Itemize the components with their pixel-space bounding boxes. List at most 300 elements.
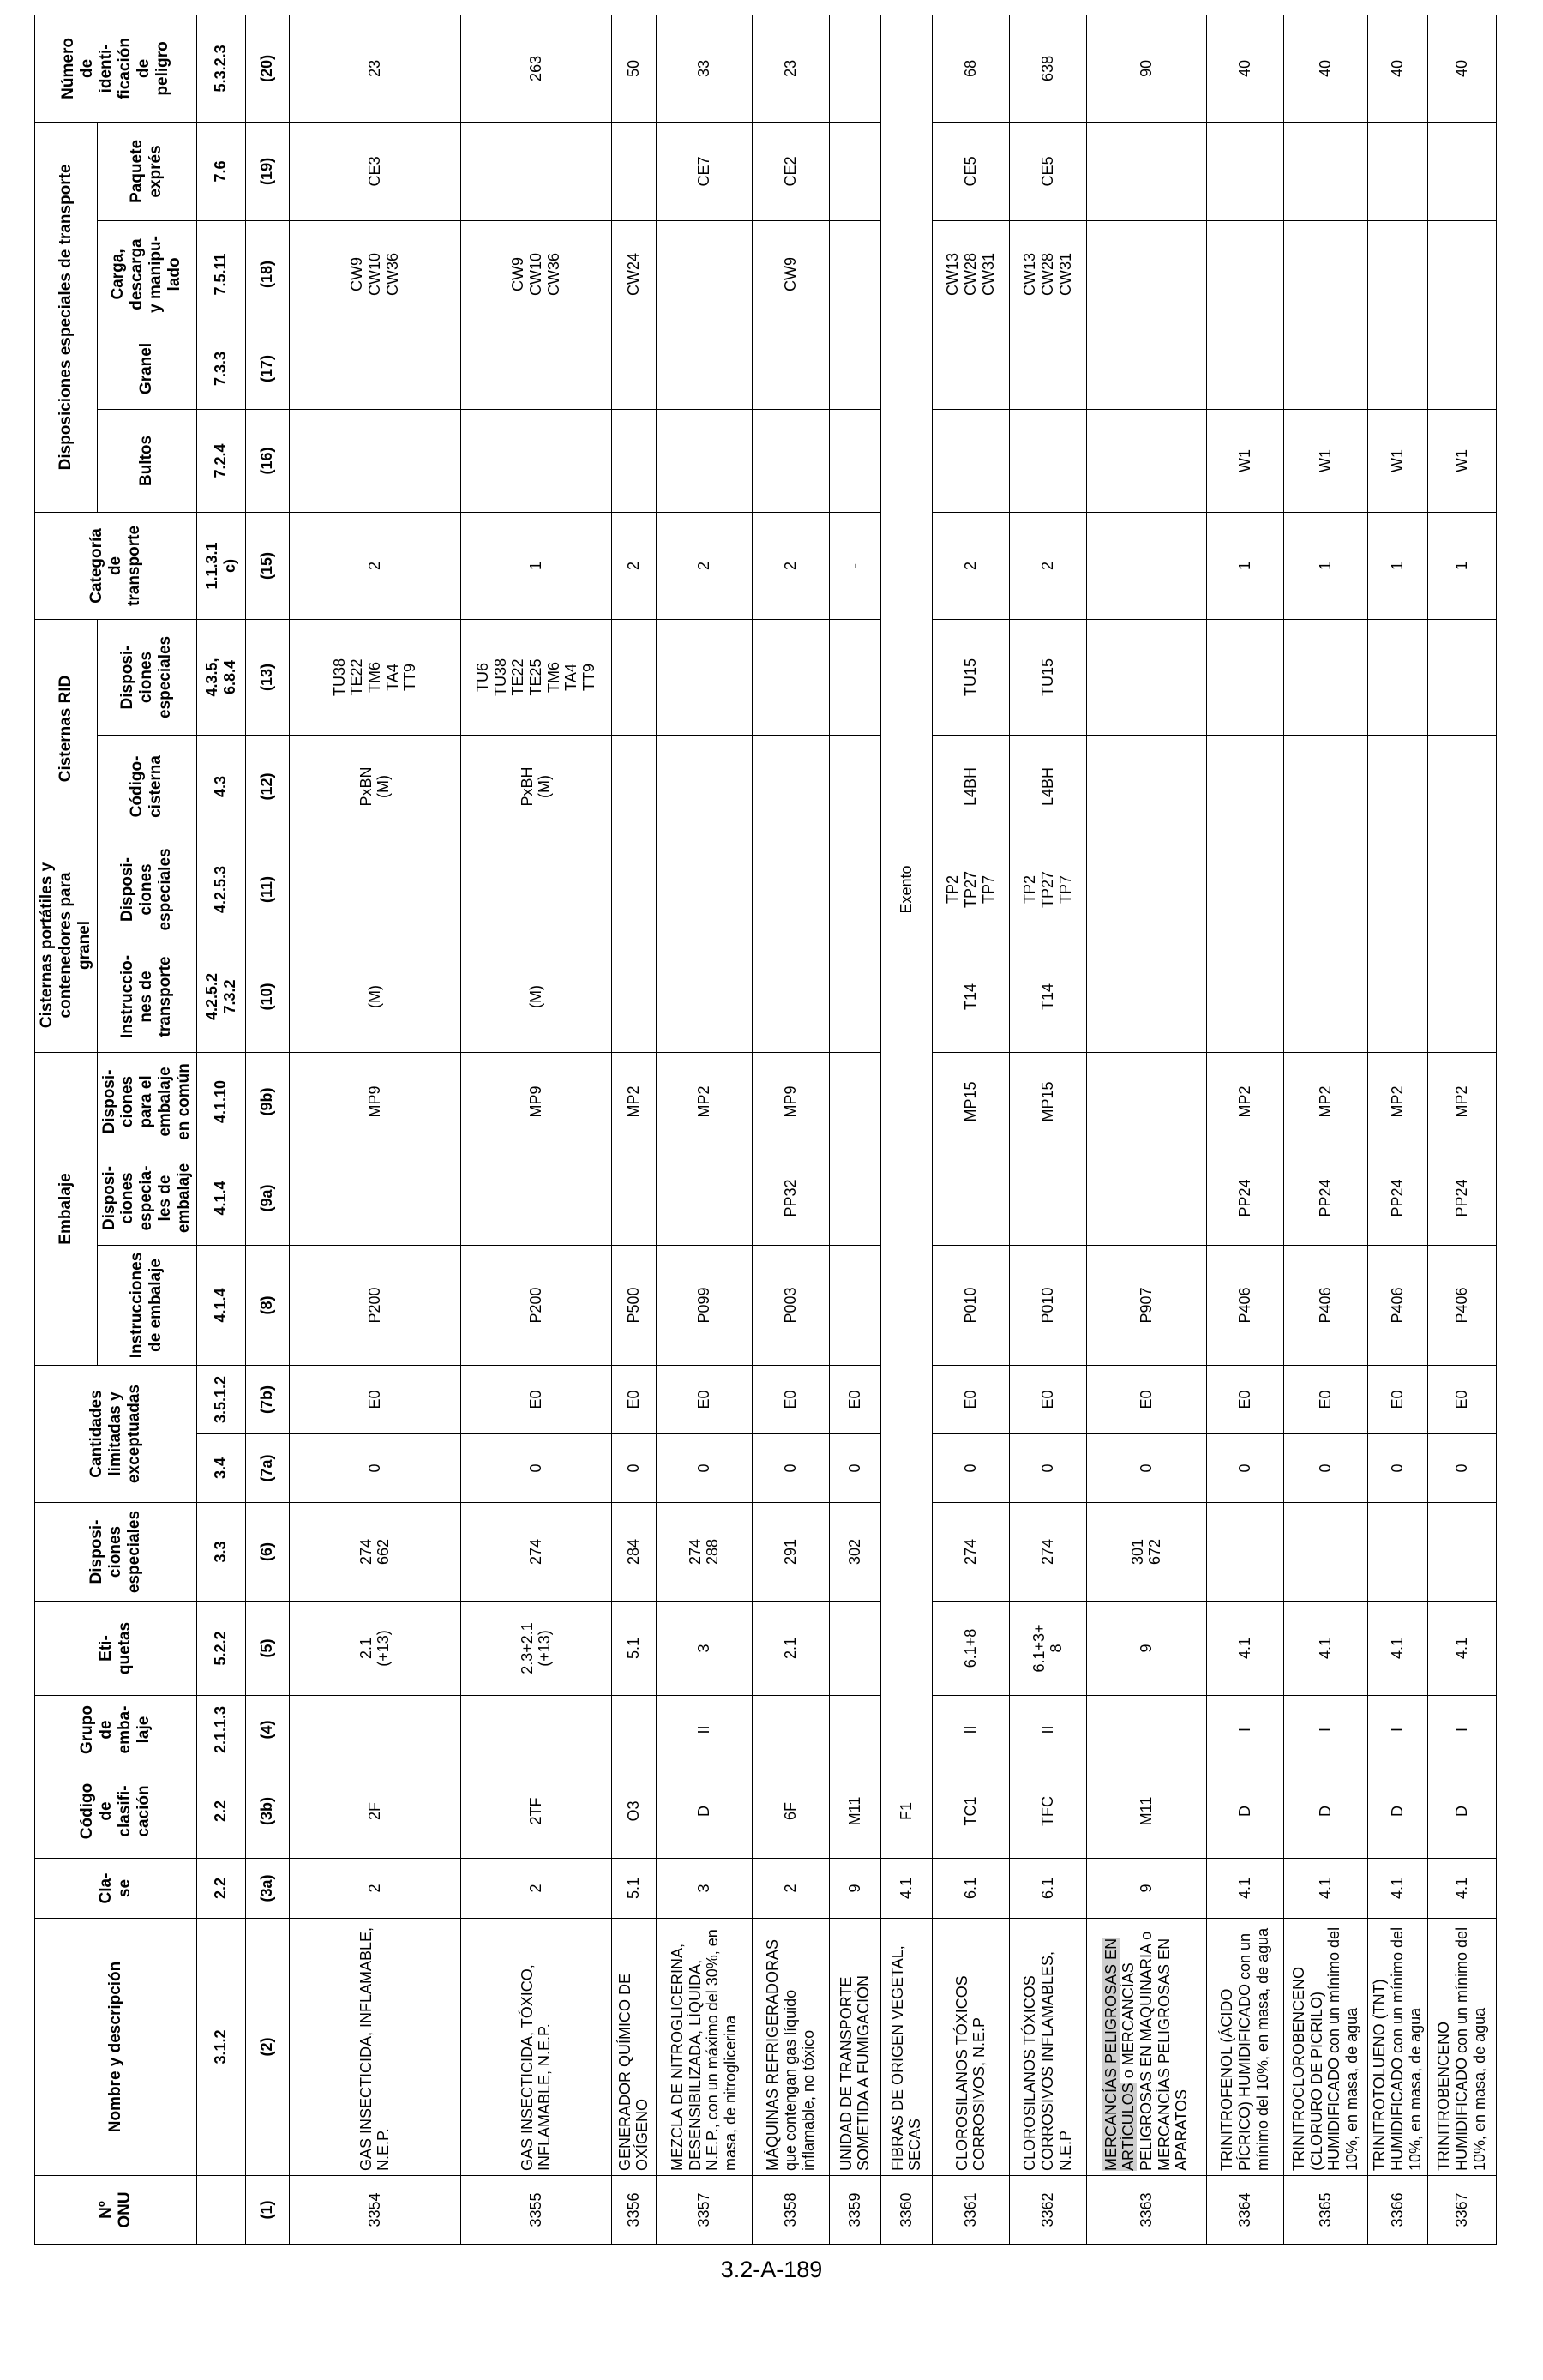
name-text: TRINITROBENCENO HUMIDIFICADO con un mínimo del 10%, en masa, de agua (1435, 1926, 1488, 2171)
value-cell: II (932, 1696, 1009, 1764)
value-cell: 1 (460, 512, 611, 619)
value-cell (1009, 409, 1086, 512)
value-cell: TU38 TE22 TM6 TA4 TT9 (289, 619, 460, 735)
value-cell: E0 (752, 1366, 829, 1434)
value-cell: CE2 (752, 122, 829, 220)
value-cell: 2 (752, 512, 829, 619)
value-cell (611, 1151, 656, 1246)
value-cell: D (1367, 1764, 1427, 1859)
value-cell: 40 (1206, 15, 1283, 122)
value-cell (829, 1696, 880, 1764)
header-hazard-number: Número de identi- ficación de peligro (35, 15, 197, 122)
value-cell (932, 1151, 1009, 1246)
table-row (1009, 15, 1086, 2244)
value-cell: O3 (611, 1764, 656, 1859)
value-cell: 302 (829, 1503, 880, 1602)
value-cell: 4.1 (1367, 1602, 1427, 1696)
value-cell: CW13 CW28 CW31 (932, 220, 1009, 328)
value-cell: 4.1 (1206, 1859, 1283, 1919)
header-classification-code: Código de clasifi- cación (35, 1764, 197, 1859)
value-cell: L4BH (932, 735, 1009, 838)
value-cell (1086, 122, 1206, 220)
value-cell: 1 (1367, 512, 1427, 619)
name-text: GAS INSECTICIDA, INFLAMABLE, N.E.P. (357, 1926, 393, 2171)
value-cell: CW13 CW28 CW31 (1009, 220, 1086, 328)
value-cell: I (1206, 1696, 1283, 1764)
value-cell: E0 (460, 1366, 611, 1434)
value-cell (611, 1696, 656, 1764)
value-cell (656, 1151, 752, 1246)
un-number-cell: 3366 (1367, 2176, 1427, 2245)
value-cell: P099 (656, 1246, 752, 1366)
un-number-cell: 3360 (880, 2176, 932, 2245)
value-cell: MP9 (752, 1052, 829, 1151)
name-cell (1009, 1919, 1086, 2176)
value-cell (829, 1246, 880, 1366)
ref-cell: 3.1.2 (196, 1919, 245, 2176)
name-cell (656, 1919, 752, 2176)
value-cell: I (1283, 1696, 1367, 1764)
dangerous-goods-table (34, 15, 1497, 2245)
name-text: FIBRAS DE ORIGEN VEGETAL, SECAS (888, 1945, 924, 2171)
value-cell (460, 1151, 611, 1246)
value-cell: MP15 (932, 1052, 1009, 1151)
value-cell (752, 838, 829, 941)
name-cell (932, 1919, 1009, 2176)
value-cell: CE5 (932, 122, 1009, 220)
value-cell (289, 409, 460, 512)
value-cell: E0 (1206, 1366, 1283, 1434)
value-cell (829, 122, 880, 220)
value-cell: 6.1+8 (932, 1602, 1009, 1696)
value-cell: W1 (1283, 409, 1367, 512)
value-cell (1283, 838, 1367, 941)
value-cell (829, 619, 880, 735)
value-cell: 2 (656, 512, 752, 619)
header-rid-tanks: Cisternas RID (35, 619, 98, 838)
value-cell: P003 (752, 1246, 829, 1366)
column-number-cell: (17) (245, 328, 289, 409)
value-cell (289, 328, 460, 409)
value-cell: 4.1 (1283, 1602, 1367, 1696)
value-cell (1086, 409, 1206, 512)
table-row (752, 15, 829, 2244)
header-limited-quantities: Cantidades limitadas y exceptuadas (35, 1366, 197, 1503)
value-cell: E0 (932, 1366, 1009, 1434)
name-text: GENERADOR QUÍMICO DE OXÍGENO (615, 1973, 651, 2171)
value-cell: W1 (1427, 409, 1496, 512)
value-cell: PP24 (1367, 1151, 1427, 1246)
value-cell: D (1283, 1764, 1367, 1859)
ref-cell: 7.5.11 (196, 220, 245, 328)
value-cell: F1 (880, 1764, 932, 1859)
column-number-cell: (19) (245, 122, 289, 220)
ref-cell: 3.4 (196, 1434, 245, 1503)
value-cell (611, 941, 656, 1052)
value-cell: 40 (1283, 15, 1367, 122)
name-cell (460, 1919, 611, 2176)
value-cell: TP2 TP27 TP7 (932, 838, 1009, 941)
value-cell (1283, 220, 1367, 328)
header-transport-category: Categoría de transporte (35, 512, 197, 619)
value-cell: CW9 CW10 CW36 (460, 220, 611, 328)
value-cell (1206, 619, 1283, 735)
ref-cell: 3.5.1.2 (196, 1366, 245, 1434)
value-cell: 2 (289, 512, 460, 619)
value-cell: P406 (1427, 1246, 1496, 1366)
value-cell (460, 1696, 611, 1764)
table-row (611, 15, 656, 2244)
value-cell (932, 409, 1009, 512)
header-loading-handling: Carga, descarga y manipu- lado (97, 220, 196, 328)
value-cell: D (1427, 1764, 1496, 1859)
value-cell (611, 409, 656, 512)
header-name-description: Nombre y descripción (35, 1919, 197, 2176)
table-row (829, 15, 880, 2244)
name-text: TRINITROCLOROBENCENO (CLORURO DE PICRILO) HUMIDIFICADO con un mínimo del 10%, en masa, de agua (1289, 1926, 1360, 2171)
un-number-cell: 3354 (289, 2176, 460, 2245)
value-cell (1367, 220, 1427, 328)
column-number-cell: (2) (245, 1919, 289, 2176)
name-cell (1427, 1919, 1496, 2176)
value-cell (656, 941, 752, 1052)
rotated-table-container (34, 15, 1488, 2245)
value-cell (1427, 838, 1496, 941)
value-cell: P200 (289, 1246, 460, 1366)
value-cell (752, 619, 829, 735)
value-cell (829, 220, 880, 328)
value-cell: 0 (611, 1434, 656, 1503)
value-cell: M11 (1086, 1764, 1206, 1859)
value-cell (1283, 619, 1367, 735)
name-text: CLOROSILANOS TÓXICOS CORROSIVOS, N.E.P (952, 1975, 988, 2171)
column-number-cell: (9a) (245, 1151, 289, 1246)
value-cell: E0 (1009, 1366, 1086, 1434)
table-row (656, 15, 752, 2244)
table-row (1086, 15, 1206, 2244)
value-cell: PP24 (1206, 1151, 1283, 1246)
name-text: MÁQUINAS REFRIGERADORAS que contengan gas líquido inflamable, no tóxico (764, 1938, 817, 2171)
value-cell: I (1427, 1696, 1496, 1764)
value-cell: 0 (752, 1434, 829, 1503)
column-number-cell: (3b) (245, 1764, 289, 1859)
table-row (1283, 15, 1367, 2244)
value-cell: CW9 CW10 CW36 (289, 220, 460, 328)
value-cell: PP24 (1427, 1151, 1496, 1246)
header-row-1 (35, 15, 98, 2244)
value-cell (829, 1151, 880, 1246)
value-cell: 6.1 (1009, 1859, 1086, 1919)
ref-cell: 4.2.5.3 (196, 838, 245, 941)
value-cell: 2F (289, 1764, 460, 1859)
ref-cell: 2.2 (196, 1764, 245, 1859)
value-cell: 291 (752, 1503, 829, 1602)
value-cell (1427, 619, 1496, 735)
value-cell: 0 (289, 1434, 460, 1503)
value-cell: E0 (656, 1366, 752, 1434)
ref-cell: 2.2 (196, 1859, 245, 1919)
value-cell (1206, 328, 1283, 409)
value-cell (1367, 941, 1427, 1052)
value-cell: MP2 (1283, 1052, 1367, 1151)
value-cell: 33 (656, 15, 752, 122)
value-cell (611, 838, 656, 941)
column-number-cell: (1) (245, 2176, 289, 2245)
ref-cell: 4.1.4 (196, 1151, 245, 1246)
value-cell: 6.1 (932, 1859, 1009, 1919)
value-cell: M11 (829, 1764, 880, 1859)
name-text: GAS INSECTICIDA, TÓXICO, INFLAMABLE, N.E.P. (518, 1964, 554, 2171)
value-cell: 0 (1427, 1434, 1496, 1503)
value-cell: P406 (1283, 1246, 1367, 1366)
value-cell: 2 (932, 512, 1009, 619)
value-cell (1427, 1503, 1496, 1602)
un-number-cell: 3361 (932, 2176, 1009, 2245)
header-rid-special-provisions: Disposi- ciones especiales (97, 619, 196, 735)
value-cell (829, 1602, 880, 1696)
value-cell (1086, 838, 1206, 941)
header-packing-group: Grupo de emba- laje (35, 1696, 197, 1764)
header-mixed-packing: Disposi- ciones para el embalaje en común (97, 1052, 196, 1151)
value-cell: CW9 (752, 220, 829, 328)
value-cell: 50 (611, 15, 656, 122)
value-cell: 4.1 (1367, 1859, 1427, 1919)
value-cell: 5.1 (611, 1859, 656, 1919)
value-cell (1206, 838, 1283, 941)
value-cell: MP15 (1009, 1052, 1086, 1151)
value-cell: 0 (829, 1434, 880, 1503)
value-cell (1283, 122, 1367, 220)
header-express-parcel: Paquete exprés (97, 122, 196, 220)
value-cell: CE5 (1009, 122, 1086, 220)
value-cell: 1 (1427, 512, 1496, 619)
name-text: TRINITROTOLUENO (TNT) HUMIDIFICADO con un mínimo del 10%, en masa, de agua (1371, 1926, 1424, 2171)
ref-cell: 5.2.2 (196, 1602, 245, 1696)
value-cell: E0 (611, 1366, 656, 1434)
value-cell: 2.1 (752, 1602, 829, 1696)
header-tank-special-provisions: Disposi- ciones especiales (97, 838, 196, 941)
value-cell: E0 (1367, 1366, 1427, 1434)
table-row (932, 15, 1009, 2244)
value-cell: 0 (460, 1434, 611, 1503)
value-cell: 284 (611, 1503, 656, 1602)
value-cell: P406 (1367, 1246, 1427, 1366)
exempt-cell: Exento (880, 15, 932, 1764)
value-cell (1367, 1503, 1427, 1602)
name-cell (289, 1919, 460, 2176)
table-row (460, 15, 611, 2244)
name-cell (880, 1919, 932, 2176)
value-cell: 4.1 (1427, 1602, 1496, 1696)
header-tank-code: Código- cisterna (97, 735, 196, 838)
value-cell (1086, 941, 1206, 1052)
value-cell (752, 328, 829, 409)
value-cell (656, 838, 752, 941)
value-cell (752, 1696, 829, 1764)
column-number-cell: (8) (245, 1246, 289, 1366)
name-cell (1283, 1919, 1367, 2176)
value-cell (1427, 735, 1496, 838)
value-cell: 5.1 (611, 1602, 656, 1696)
value-cell (611, 619, 656, 735)
value-cell (1086, 1052, 1206, 1151)
value-cell: MP2 (1206, 1052, 1283, 1151)
table-row (1427, 15, 1496, 2244)
value-cell (1367, 328, 1427, 409)
value-cell (1367, 619, 1427, 735)
value-cell (1206, 122, 1283, 220)
value-cell: 4.1 (1206, 1602, 1283, 1696)
value-cell (611, 122, 656, 220)
value-cell: 274 662 (289, 1503, 460, 1602)
value-cell: 638 (1009, 15, 1086, 122)
header-packages: Bultos (97, 409, 196, 512)
name-text: UNIDAD DE TRANSPORTE SOMETIDA A FUMIGACIÓN (837, 1974, 873, 2171)
value-cell (1427, 941, 1496, 1052)
value-cell: II (656, 1696, 752, 1764)
value-cell: MP2 (1367, 1052, 1427, 1151)
value-cell: P200 (460, 1246, 611, 1366)
header-special-provisions: Disposi- ciones especiales (35, 1503, 197, 1602)
value-cell: 0 (1086, 1434, 1206, 1503)
name-text: o MERCANCÍAS PELIGROSAS EN MAQUINARIA o MERCANCÍAS PELIGROSAS EN APARATOS (1120, 1931, 1191, 2171)
value-cell: 4.1 (880, 1859, 932, 1919)
name-cell (752, 1919, 829, 2176)
value-cell: W1 (1367, 409, 1427, 512)
value-cell: 3 (656, 1602, 752, 1696)
value-cell (1086, 1696, 1206, 1764)
value-cell: TU15 (932, 619, 1009, 735)
value-cell (1086, 1151, 1206, 1246)
name-cell (1206, 1919, 1283, 2176)
value-cell: CE3 (289, 122, 460, 220)
value-cell: E0 (289, 1366, 460, 1434)
value-cell: L4BH (1009, 735, 1086, 838)
value-cell: 9 (1086, 1602, 1206, 1696)
value-cell: TFC (1009, 1764, 1086, 1859)
value-cell (752, 735, 829, 838)
value-cell: MP2 (611, 1052, 656, 1151)
value-cell (1283, 941, 1367, 1052)
value-cell: 274 (460, 1503, 611, 1602)
value-cell: T14 (932, 941, 1009, 1052)
value-cell: E0 (1086, 1366, 1206, 1434)
value-cell: 4.1 (1427, 1859, 1496, 1919)
ref-cell: 4.1.4 (196, 1246, 245, 1366)
value-cell: W1 (1206, 409, 1283, 512)
value-cell (289, 838, 460, 941)
header-class: Cla- se (35, 1859, 197, 1919)
value-cell: 1 (1206, 512, 1283, 619)
value-cell: P500 (611, 1246, 656, 1366)
value-cell (1086, 735, 1206, 838)
value-cell (1206, 735, 1283, 838)
value-cell: 3 (656, 1859, 752, 1919)
value-cell: CE7 (656, 122, 752, 220)
ref-cell: 7.3.3 (196, 328, 245, 409)
value-cell: P907 (1086, 1246, 1206, 1366)
value-cell (829, 735, 880, 838)
value-cell: 274 (1009, 1503, 1086, 1602)
value-cell: E0 (1427, 1366, 1496, 1434)
value-cell (460, 409, 611, 512)
value-cell (1206, 1503, 1283, 1602)
header-bulk: Granel (97, 328, 196, 409)
value-cell (289, 1696, 460, 1764)
un-number-cell: 3358 (752, 2176, 829, 2245)
value-cell (656, 220, 752, 328)
column-number-cell: (16) (245, 409, 289, 512)
value-cell: 301 672 (1086, 1503, 1206, 1602)
value-cell: 2 (752, 1859, 829, 1919)
value-cell (829, 838, 880, 941)
value-cell: 0 (656, 1434, 752, 1503)
value-cell (932, 328, 1009, 409)
value-cell: II (1009, 1696, 1086, 1764)
column-number-cell: (6) (245, 1503, 289, 1602)
table-frame (34, 15, 1488, 2245)
value-cell (829, 941, 880, 1052)
ref-cell: 2.1.1.3 (196, 1696, 245, 1764)
table-body (289, 15, 1496, 2244)
column-number-cell: (3a) (245, 1859, 289, 1919)
value-cell: 2 (1009, 512, 1086, 619)
value-cell (1367, 735, 1427, 838)
column-number-cell: (7b) (245, 1366, 289, 1434)
value-cell: 263 (460, 15, 611, 122)
name-cell (1367, 1919, 1427, 2176)
value-cell: (M) (460, 941, 611, 1052)
ref-cell: 4.3 (196, 735, 245, 838)
un-number-cell: 3364 (1206, 2176, 1283, 2245)
ref-cell: 1.1.3.1 c) (196, 512, 245, 619)
value-cell (1427, 122, 1496, 220)
value-cell (829, 409, 880, 512)
name-text: CLOROSILANOS TÓXICOS CORROSIVOS INFLAMABLES, N.E.P (1021, 1950, 1074, 2171)
un-number-cell: 3365 (1283, 2176, 1367, 2245)
value-cell (656, 409, 752, 512)
value-cell (289, 1151, 460, 1246)
value-cell (1283, 328, 1367, 409)
value-cell: TC1 (932, 1764, 1009, 1859)
un-number-cell: 3357 (656, 2176, 752, 2245)
table-row (289, 15, 460, 2244)
value-cell (656, 328, 752, 409)
value-cell: 90 (1086, 15, 1206, 122)
table-row (1206, 15, 1283, 2244)
value-cell (1009, 328, 1086, 409)
column-number-cell: (15) (245, 512, 289, 619)
column-number-cell: (5) (245, 1602, 289, 1696)
value-cell (829, 328, 880, 409)
value-cell: PP24 (1283, 1151, 1367, 1246)
table-row (880, 15, 932, 2244)
value-cell (1009, 1151, 1086, 1246)
header-special-transport: Disposiciones especiales de transporte (35, 122, 98, 512)
value-cell: 40 (1367, 15, 1427, 122)
column-number-cell: (7a) (245, 1434, 289, 1503)
ref-cell: 4.3.5, 6.8.4 (196, 619, 245, 735)
value-cell: 2 (460, 1859, 611, 1919)
value-cell: 9 (1086, 1859, 1206, 1919)
value-cell: P010 (1009, 1246, 1086, 1366)
value-cell (1283, 1503, 1367, 1602)
value-cell: 23 (289, 15, 460, 122)
column-number-cell: (13) (245, 619, 289, 735)
value-cell: TP2 TP27 TP7 (1009, 838, 1086, 941)
column-number-cell: (18) (245, 220, 289, 328)
value-cell (460, 122, 611, 220)
